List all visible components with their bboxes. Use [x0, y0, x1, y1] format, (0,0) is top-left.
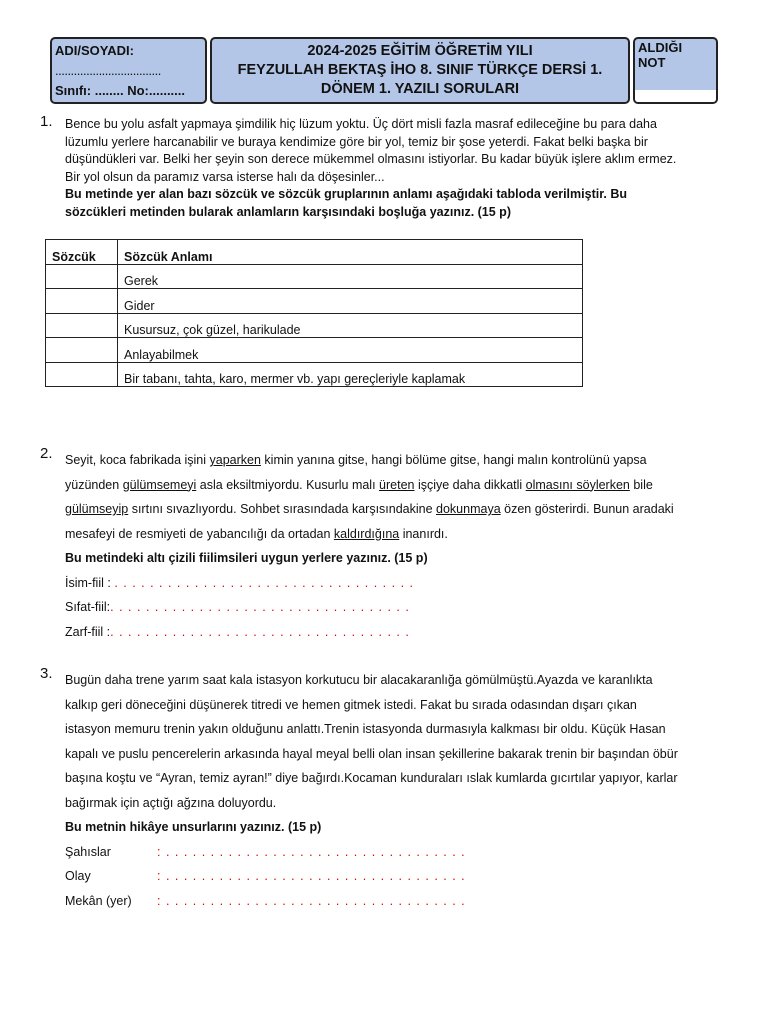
question-number: 3.: [40, 665, 53, 682]
question-1: [40, 113, 680, 387]
text-segment: işçiye daha dikkatli: [414, 477, 526, 492]
grade-label: ALDIĞI NOT: [638, 40, 683, 70]
title-line-2: FEYZULLAH BEKTAŞ İHO 8. SINIF TÜRKÇE DERSİ 1.: [237, 62, 603, 78]
underlined-verbal: kaldırdığına: [333, 526, 400, 541]
text-segment: bile: [629, 477, 653, 492]
answer-line-sahislar[interactable]: [65, 840, 680, 865]
grade-strip: [635, 90, 716, 102]
answer-label: Sıfat-fiil:: [65, 600, 111, 614]
table-header-row: [46, 240, 583, 265]
answer-line-mekan[interactable]: [65, 889, 680, 914]
word-meaning-table: [45, 239, 583, 387]
answer-label: Mekân (yer): [65, 893, 132, 908]
text-segment: özen gösterirdi. Bunun aradaki mesafeyi de resmiyeti de yabancılığı da ortadan: [65, 502, 674, 541]
underlined-verbal: gülümseyip: [65, 502, 129, 516]
text-segment: asla eksiltmiyordu. Kusurlu malı: [196, 477, 380, 492]
name-label: ADI/SOYADI:: [55, 43, 134, 58]
meaning-cell: Gerek: [118, 264, 583, 289]
answer-dots[interactable]: : . . . . . . . . . . . . . . . . . . . . . . . . . . . . . . . . . .: [157, 844, 466, 859]
question-number: 2.: [40, 445, 53, 462]
underlined-verbal: dokunmaya: [436, 502, 501, 516]
text-segment: kimin yanına gitse, hangi bölüme gitse, hangi malın kontrolünü yapsa yüzünden: [65, 453, 647, 492]
class-number-label[interactable]: Sınıfı: ........ No:..........: [55, 83, 185, 98]
answer-label: İsim-fiil :: [65, 575, 111, 590]
title-line-3: DÖNEM 1. YAZILI SORULARI: [320, 81, 520, 97]
answer-dots[interactable]: : . . . . . . . . . . . . . . . . . . . . . . . . . . . . . . . . . .: [157, 869, 466, 883]
answer-dots[interactable]: . . . . . . . . . . . . . . . . . . . . . . . . . . . . . . . . . .: [114, 575, 414, 590]
answer-cell[interactable]: [46, 289, 118, 314]
text-segment: inanırdı.: [399, 526, 448, 541]
meaning-cell: Anlayabilmek: [118, 338, 583, 363]
underlined-verbal: gülümsemeyi: [122, 477, 197, 492]
underlined-verbal: üreten: [379, 477, 415, 492]
answer-label: Olay: [65, 869, 91, 883]
answer-label: Zarf-fiil :: [65, 624, 111, 639]
answer-label: Şahıslar: [65, 844, 111, 859]
student-info-box: [50, 37, 207, 104]
answer-cell[interactable]: [46, 264, 118, 289]
name-dots[interactable]: ..................................: [55, 63, 161, 78]
text-segment: sırtını sıvazlıyordu. Sohbet sırasındada karşısındakine: [128, 502, 437, 516]
meaning-cell: Bir tabanı, tahta, karo, mermer vb. yapı gereçleriyle kaplamak: [118, 362, 583, 387]
answer-cell[interactable]: [46, 313, 118, 338]
answer-dots[interactable]: : . . . . . . . . . . . . . . . . . . . . . . . . . . . . . . . . . .: [157, 893, 466, 908]
meaning-cell: Kusursuz, çok güzel, harikulade: [118, 313, 583, 338]
question-instruction: Bu metindeki altı çizili fiilimsileri uygun yerlere yazınız. (15 p): [65, 551, 428, 565]
question-text: [65, 448, 680, 546]
question-2: [40, 445, 680, 644]
table-row: [46, 289, 583, 314]
table-row: [46, 362, 583, 387]
underlined-verbal: olmasını söylerken: [525, 477, 630, 492]
title-line-1: 2024-2025 EĞİTİM ÖĞRETİM YILI: [307, 43, 533, 59]
table-row: [46, 338, 583, 363]
answer-dots[interactable]: . . . . . . . . . . . . . . . . . . . . . . . . . . . . . . . . . .: [110, 624, 410, 639]
answer-line-olay[interactable]: [65, 864, 680, 889]
table-row: [46, 313, 583, 338]
answer-line-sifat-fiil[interactable]: [65, 595, 680, 620]
question-3: [40, 665, 680, 913]
question-instruction: Bu metinde yer alan bazı sözcük ve sözcük gruplarının anlamı aşağıdaki tabloda verilmiştir. Bu sözcükleri metinden bularak anlamların karşısındaki boşluğa yazınız. (15 p): [65, 187, 627, 219]
text-segment: Seyit, koca fabrikada işini: [65, 453, 210, 467]
grade-box[interactable]: [633, 37, 718, 104]
exam-title-box: [210, 37, 630, 104]
question-text: Bugün daha trene yarım saat kala istasyon korkutucu bir alacakaranlığa gömülmüştü.Ayazda ve karanlıkta kalkıp geri döneceğini düşünerek titredi ve hemen gitmek istedi. Fakat bu sırada odasından dışarı çıkan istasyon memuru trenin yakın olduğunu anlattı.Trenin istasyonda durmasıyla kalkması bir oldu. Küçük Hasan kapalı ve puslu pencerelerin arkasında hayal meyal belli olan insan şekillerine bakarak trenin bir başından öbür başına koştu ve “Ayran, temiz ayran!” diye bağırdı.Kocaman kunduraları ıslak kumlarda gıcırtılar yapıyor, karlar bağırmak için açtığı ağzına doluyordu.: [65, 673, 678, 810]
meaning-cell: Gider: [118, 289, 583, 314]
table-header: Sözcük Anlamı: [118, 240, 583, 265]
question-instruction: Bu metnin hikâye unsurlarını yazınız. (15 p): [65, 820, 322, 834]
answer-line-zarf-fiil[interactable]: [65, 620, 680, 645]
question-number: 1.: [40, 113, 53, 130]
table-header: Sözcük: [46, 240, 118, 265]
table-row: [46, 264, 583, 289]
answer-dots[interactable]: . . . . . . . . . . . . . . . . . . . . . . . . . . . . . . . . . .: [110, 600, 410, 614]
underlined-verbal: yaparken: [209, 453, 261, 467]
answer-cell[interactable]: [46, 362, 118, 387]
answer-line-isim-fiil[interactable]: [65, 571, 680, 596]
question-text: Bence bu yolu asfalt yapmaya şimdilik hiç lüzum yoktu. Üç dört misli fazla masraf edileceğine bu para daha lüzumlu yerlere harcanabilir ve buraya kendimize göre bir yol, temiz bir şose yeterdi. Fakat belki başka bir düşündükleri var. Belki her şeyin son derece mükemmel olmasını istiyorlar. Bu kadar büyük işlere aklım ermez. Bir yol olsun da paramız varsa isterse halı da döşesinler...: [65, 117, 677, 184]
answer-cell[interactable]: [46, 338, 118, 363]
